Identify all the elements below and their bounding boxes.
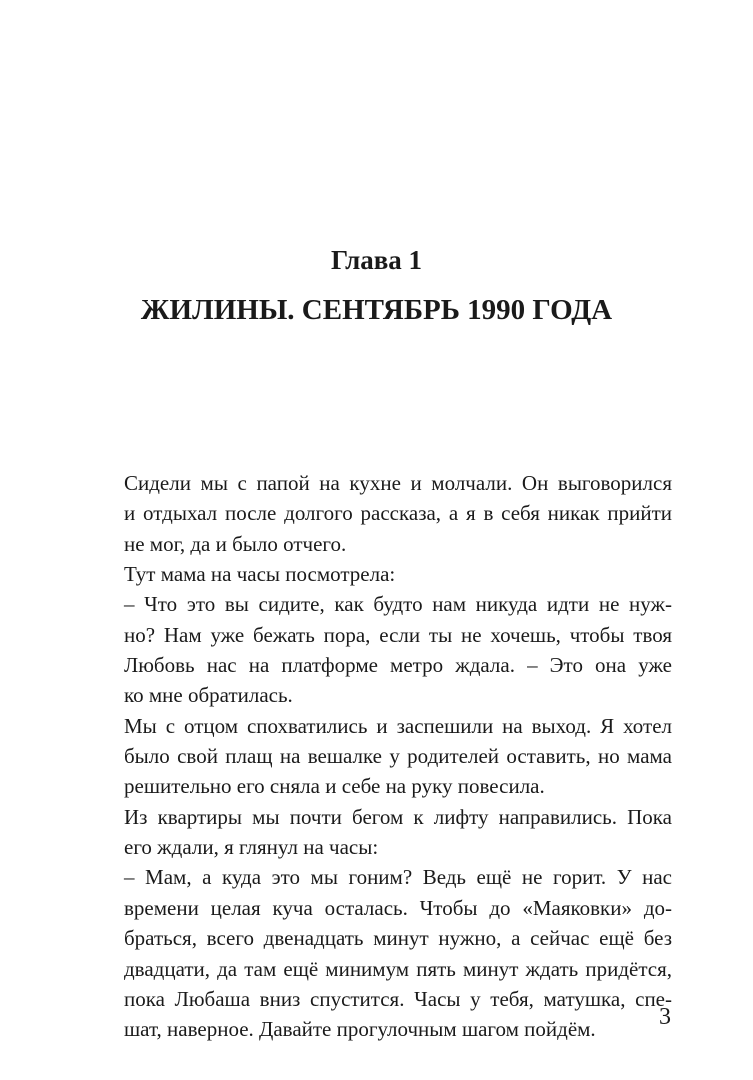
chapter-label: Глава 1 (330, 245, 423, 275)
text-line: его ждали, я глянул на часы: (124, 835, 379, 860)
chapter-title: ЖИЛИНЫ. СЕНТЯБРЬ 1990 ГОДА (140, 294, 613, 326)
page-number: 3 (659, 1004, 671, 1030)
body-text (124, 468, 672, 1045)
text-line: и отдыхал после долгого рассказа, а я в себя никак прийти (124, 501, 672, 526)
text-line: но? Нам уже бежать пора, если ты не хочешь, чтобы твоя (124, 622, 672, 647)
text-line: Любовь нас на платформе метро ждала. – Это она уже (124, 653, 672, 678)
text-line: Сидели мы с папой на кухне и молчали. Он выговорился (124, 471, 672, 495)
text-line: двадцати, да там ещё минимум пять минут ждать придётся, (124, 956, 672, 981)
text-line: не мог, да и было отчего. (124, 531, 347, 556)
text-line: шат, наверное. Давайте прогулочным шагом пойдём. (124, 1017, 596, 1042)
text-line: браться, всего двенадцать минут нужно, а сейчас ещё без (124, 926, 672, 951)
text-line: решительно его сняла и себе на руку повесила. (124, 774, 545, 799)
text-line: ко мне обратилась. (124, 683, 293, 708)
text-line: Тут мама на часы посмотрела: (124, 562, 396, 587)
text-line: – Что это вы сидите, как будто нам никуда идти не нуж- (124, 592, 672, 617)
text-line: Из квартиры мы почти бегом к лифту направились. Пока (124, 804, 672, 829)
text-line: – Мам, а куда это мы гоним? Ведь ещё не горит. У нас (124, 865, 672, 890)
text-line: Мы с отцом спохватились и заспешили на выход. Я хотел (124, 713, 672, 738)
text-line: было свой плащ на вешалке у родителей оставить, но мама (124, 744, 672, 769)
text-line: пока Любаша вниз спустится. Часы у тебя, матушка, спе- (124, 986, 672, 1011)
text-line: времени целая куча осталась. Чтобы до «Маяковки» до- (124, 895, 672, 920)
